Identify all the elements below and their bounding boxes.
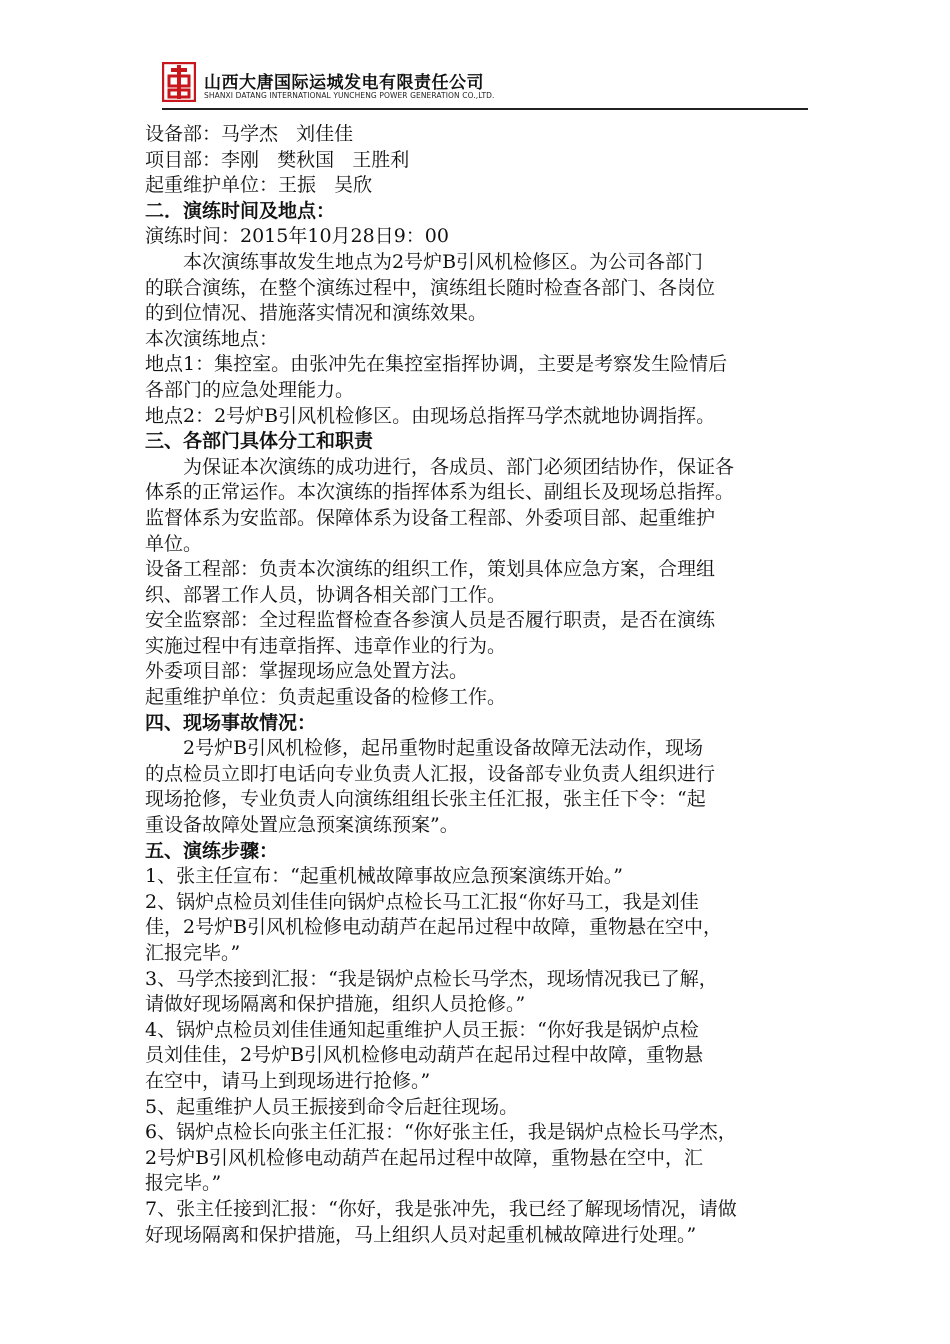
text-line: 的点检员立即打电话向专业负责人汇报，设备部专业负责人组织进行 [145, 762, 716, 785]
text-line: 2、锅炉点检员刘佳佳向锅炉点检长马工汇报“你好马工，我是刘佳 [145, 890, 699, 913]
text-line: 4、锅炉点检员刘佳佳通知起重维护人员王振：“你好我是锅炉点检 [145, 1018, 699, 1041]
text-line: 设备部：马学杰 刘佳佳 [145, 123, 354, 145]
text-line: 现场抢修，专业负责人向演练组组长张主任汇报，张主任下令：“起 [145, 788, 706, 811]
text-line: 地点2：2号炉B引风机检修区。由现场总指挥马学杰就地协调指挥。 [145, 404, 716, 427]
text-line: 为保证本次演练的成功进行，各成员、部门必须团结协作，保证各 [183, 455, 735, 478]
text-line: 实施过程中有违章指挥、违章作业的行为。 [145, 634, 507, 657]
letterhead [162, 62, 808, 110]
text-line: 起重维护单位：王振 吴欣 [145, 174, 373, 197]
text-line: 外委项目部：掌握现场应急处置方法。 [145, 660, 469, 683]
text-line: 项目部：李刚 樊秋国 王胜利 [145, 148, 410, 171]
text-line: 安全监察部：全过程监督检查各参演人员是否履行职责，是否在演练 [145, 609, 716, 632]
section-heading: 五、演练步骤： [145, 839, 279, 862]
text-line: 地点1：集控室。由张冲先在集控室指挥协调，主要是考察发生险情后 [145, 353, 728, 376]
text-line: 7、张主任接到汇报：“你好，我是张冲先，我已经了解现场情况，请做 [145, 1197, 737, 1220]
text-line: 6、锅炉点检长向张主任汇报：“你好张主任，我是锅炉点检长马学杰， [145, 1121, 737, 1144]
text-line: 报完毕。” [145, 1172, 222, 1195]
text-line: 2号炉B引风机检修，起吊重物时起重设备故障无法动作，现场 [183, 737, 704, 760]
text-line: 体系的正常运作。本次演练的指挥体系为组长、副组长及现场总指挥。 [145, 481, 735, 504]
section-heading: 三、各部门具体分工和职责 [145, 430, 374, 453]
text-line: 1、张主任宣布：“起重机械故障事故应急预案演练开始。” [145, 865, 624, 888]
text-line: 在空中，请马上到现场进行抢修。” [145, 1069, 431, 1092]
text-line: 汇报完毕。” [145, 942, 241, 964]
company-name-cn: 山西大唐国际运城发电有限责任公司 [204, 73, 484, 93]
text-line: 员刘佳佳，2号炉B引风机检修电动葫芦在起吊过程中故障，重物悬 [145, 1044, 704, 1067]
text-line: 起重维护单位：负责起重设备的检修工作。 [145, 686, 507, 709]
text-line: 单位。 [145, 532, 203, 555]
text-line: 的到位情况、措施落实情况和演练效果。 [145, 302, 488, 325]
text-line: 佳，2号炉B引风机检修电动葫芦在起吊过程中故障，重物悬在空中， [145, 916, 723, 939]
text-line: 织、部署工作人员，协调各相关部门工作。 [145, 583, 507, 606]
company-logo-icon [162, 62, 196, 102]
text-line: 5、起重维护人员王振接到命令后赶往现场。 [145, 1095, 519, 1118]
text-line: 监督体系为安监部。保障体系为设备工程部、外委项目部、起重维护 [145, 506, 716, 529]
text-line: 本次演练事故发生地点为2号炉B引风机检修区。为公司各部门 [183, 250, 704, 273]
text-line: 好现场隔离和保护措施，马上组织人员对起重机械故障进行处理。” [145, 1223, 697, 1246]
text-line: 本次演练地点： [145, 327, 279, 350]
text-line: 重设备故障处置应急预案演练预案”。 [145, 814, 459, 837]
header-divider [162, 108, 808, 110]
text-line: 设备工程部：负责本次演练的组织工作，策划具体应急方案，合理组 [145, 558, 716, 581]
text-line: 各部门的应急处理能力。 [145, 378, 355, 401]
company-name-en: SHANXI DATANG INTERNATIONAL YUNCHENG POWER GENERATION CO.,LTD. [204, 91, 495, 100]
text-line: 演练时间：2015年10月28日9：00 [145, 225, 449, 248]
section-heading: 四、现场事故情况： [145, 711, 317, 734]
text-line: 2号炉B引风机检修电动葫芦在起吊过程中故障，重物悬在空中，汇 [145, 1146, 704, 1169]
section-heading: 二．演练时间及地点： [145, 199, 336, 222]
text-line: 3、马学杰接到汇报：“我是锅炉点检长马学杰，现场情况我已了解， [145, 967, 718, 990]
text-line: 请做好现场隔离和保护措施，组织人员抢修。” [145, 993, 526, 1016]
text-line: 的联合演练，在整个演练过程中，演练组长随时检查各部门、各岗位 [145, 276, 716, 299]
document-body [145, 122, 810, 1248]
